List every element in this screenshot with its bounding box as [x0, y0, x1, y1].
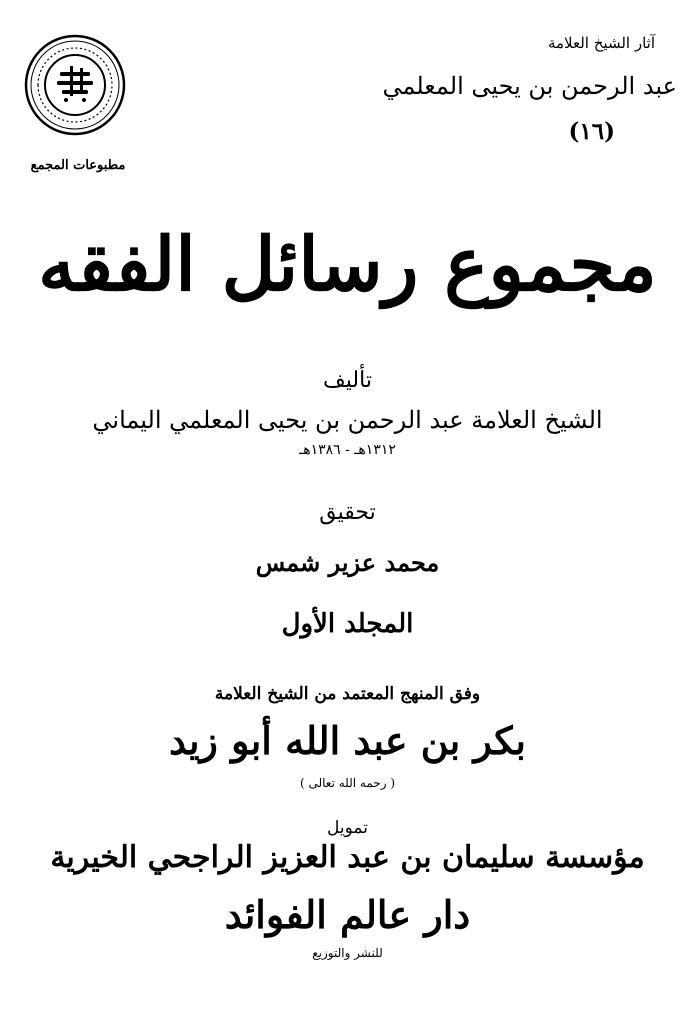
series-number: (١٦) [568, 118, 615, 145]
book-title: مجموع رسائل الفقه [38, 222, 657, 308]
author-name: الشيخ العلامة عبد الرحمن بن يحيى المعلمي اليماني [92, 406, 603, 434]
series-title: آثار الشيخ العلامة [547, 34, 655, 52]
series-author: عبد الرحمن بن يحيى المعلمي [382, 72, 677, 100]
funding-label: تمويل [327, 818, 368, 838]
volume-label: المجلد الأول [281, 609, 414, 639]
academy-seal-logo [24, 34, 126, 136]
edited-by-label: تحقيق [319, 500, 376, 525]
supervisor-blessing: ( رحمه الله تعالى ) [299, 776, 396, 790]
author-dates: ١٣١٢هـ - ١٣٨٦هـ [299, 442, 396, 458]
publisher-subtitle: للنشر والتوزيع [312, 946, 383, 960]
methodology-line: وفق المنهج المعتمد من الشيخ العلامة [214, 684, 481, 704]
seal-caption: مطبوعات المجمع [30, 158, 126, 173]
supervisor-name: بكر بن عبد الله أبو زيد [169, 718, 526, 763]
publisher-name: دار عالم الفوائد [224, 892, 471, 937]
editor-name: محمد عزير شمس [255, 548, 440, 577]
seal-icon [24, 34, 126, 136]
authored-by-label: تأليف [323, 368, 372, 393]
funding-foundation: مؤسسة سليمان بن عبد العزيز الراجحي الخيرية [50, 840, 645, 875]
